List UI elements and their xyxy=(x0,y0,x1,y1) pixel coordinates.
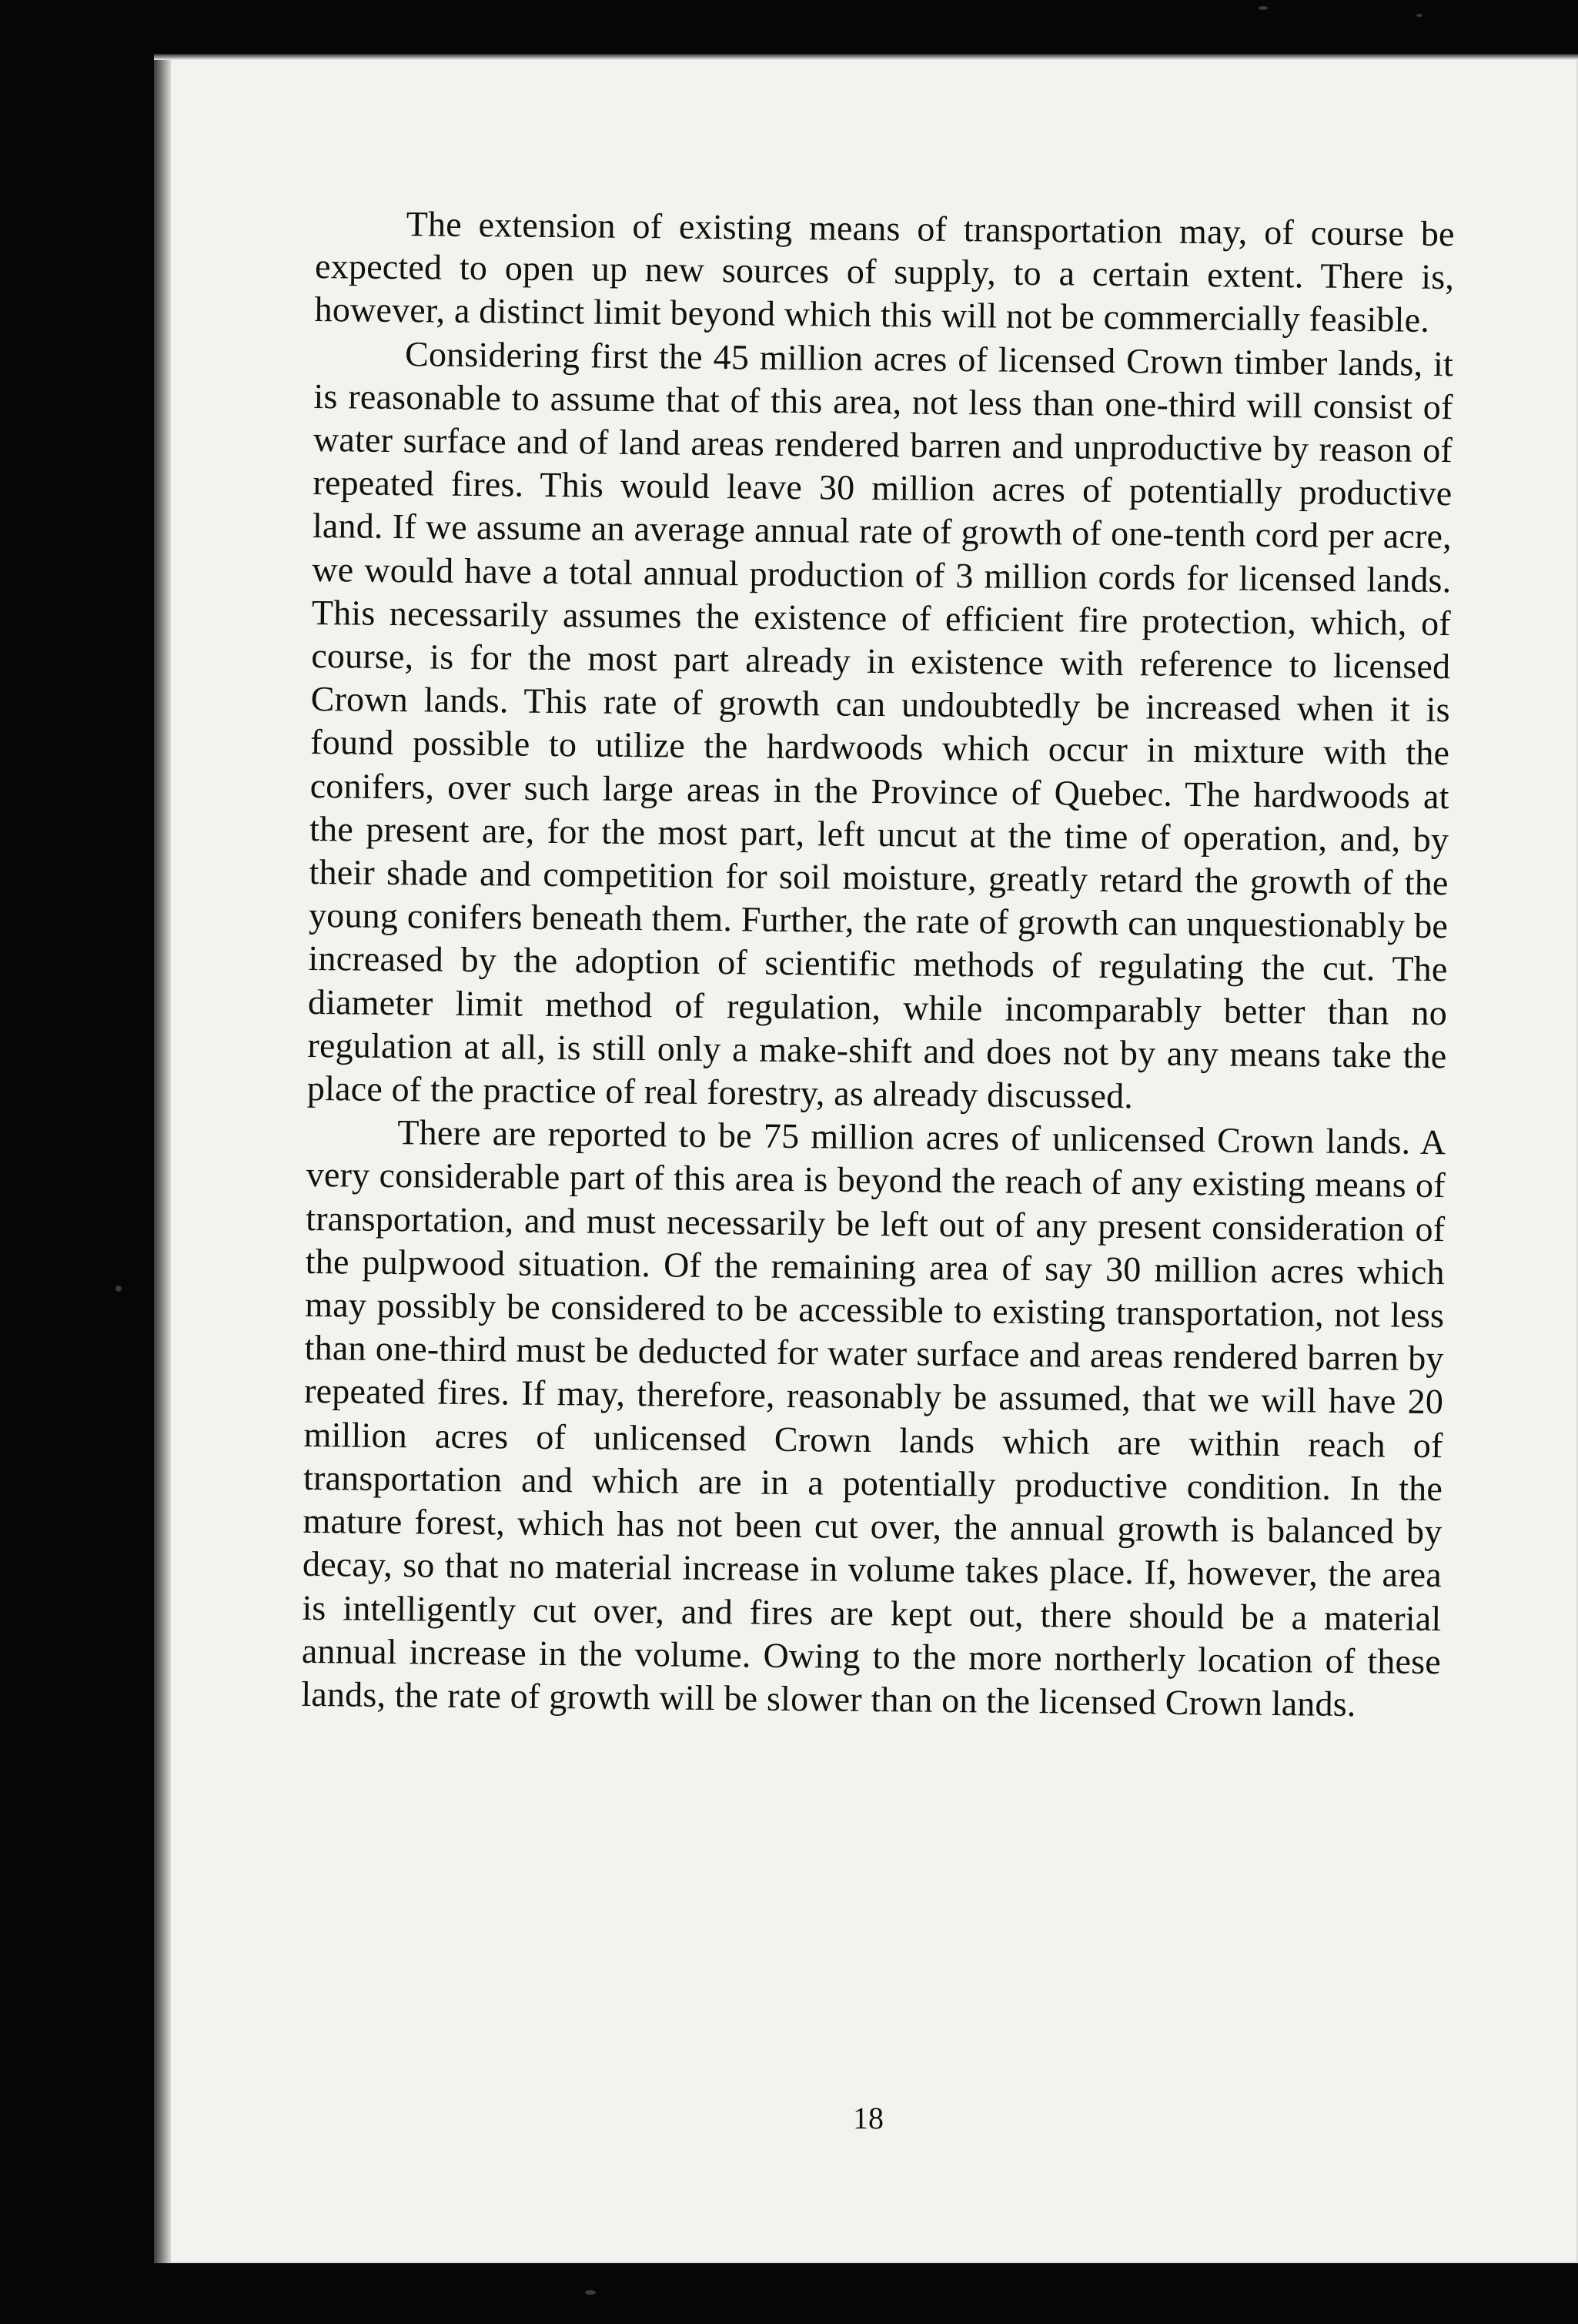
paragraph: The extension of existing means of transportation may, of course be expected to open up new sources of supply, to a certain extent. There is, however, a distinct limit beyond which this will not be commercially feasible. xyxy=(314,204,1455,340)
page-binding-shadow xyxy=(154,54,171,2263)
document-text xyxy=(301,202,1455,1727)
page-top-edge xyxy=(154,54,1578,60)
paragraph: There are reported to be 75 million acres of unlicensed Crown lands. A very considerable part of this area is beyond the reach of any existing means of transportation, and must necessarily be left out of any present consideration of the pulpwood situation. Of the remaining area of say 30 million acres which may possibly be considered to be accessible to existing transportation, not less than one-third must be deducted for water surface and areas rendered barren by repeated fires. If may, therefore, reasonably be assumed, that we will have 20 million acres of unlicensed Crown lands which are within reach of transportation and which are in a potentially productive condition. In the mature forest, which has not been cut over, the annual growth is balanced by decay, so that no material increase in volume takes place. If, however, the area is intelligently cut over, and fires are kept out, there should be a material annual increase in the volume. Owing to the more northerly location of these lands, the rate of growth will be slower than on the licensed Crown lands. xyxy=(301,1112,1446,1724)
scan-speck xyxy=(1416,14,1423,17)
paragraph: Considering first the 45 million acres of licensed Crown timber lands, it is reasonable to assume that of this area, not less than one-third will consist of water surface and of land areas rendered barren and unproductive by reason of repeated fires. This would leave 30 million acres of potentially productive land. If we assume an average annual rate of growth of one-tenth cord per acre, we would have a total annual production of 3 million cords for licensed lands. This necessarily assumes the existence of efficient fire protection, which, of course, is for the most part already in existence with reference to licensed Crown lands. This rate of growth can undoubtedly be increased when it is found possible to utilize the hardwoods which occur in mixture with the conifers, over such large areas in the Province of Quebec. The hardwoods at the present are, for the most part, left uncut at the time of operation, and, by their shade and competition for soil moisture, greatly retard the growth of the young conifers beneath them. Further, the rate of growth can unquestionably be increased by the adoption of scientific methods of regulating the cut. The diameter limit method of regulation, while incomparably better than no regulation at all, is still only a make-shift and does not by any means take the place of the practice of real forestry, as already discussed. xyxy=(306,333,1454,1116)
scan-speck xyxy=(585,2290,596,2295)
page-number: 18 xyxy=(853,2101,884,2135)
scan-speck xyxy=(115,1286,122,1292)
scan-speck xyxy=(1259,6,1268,10)
